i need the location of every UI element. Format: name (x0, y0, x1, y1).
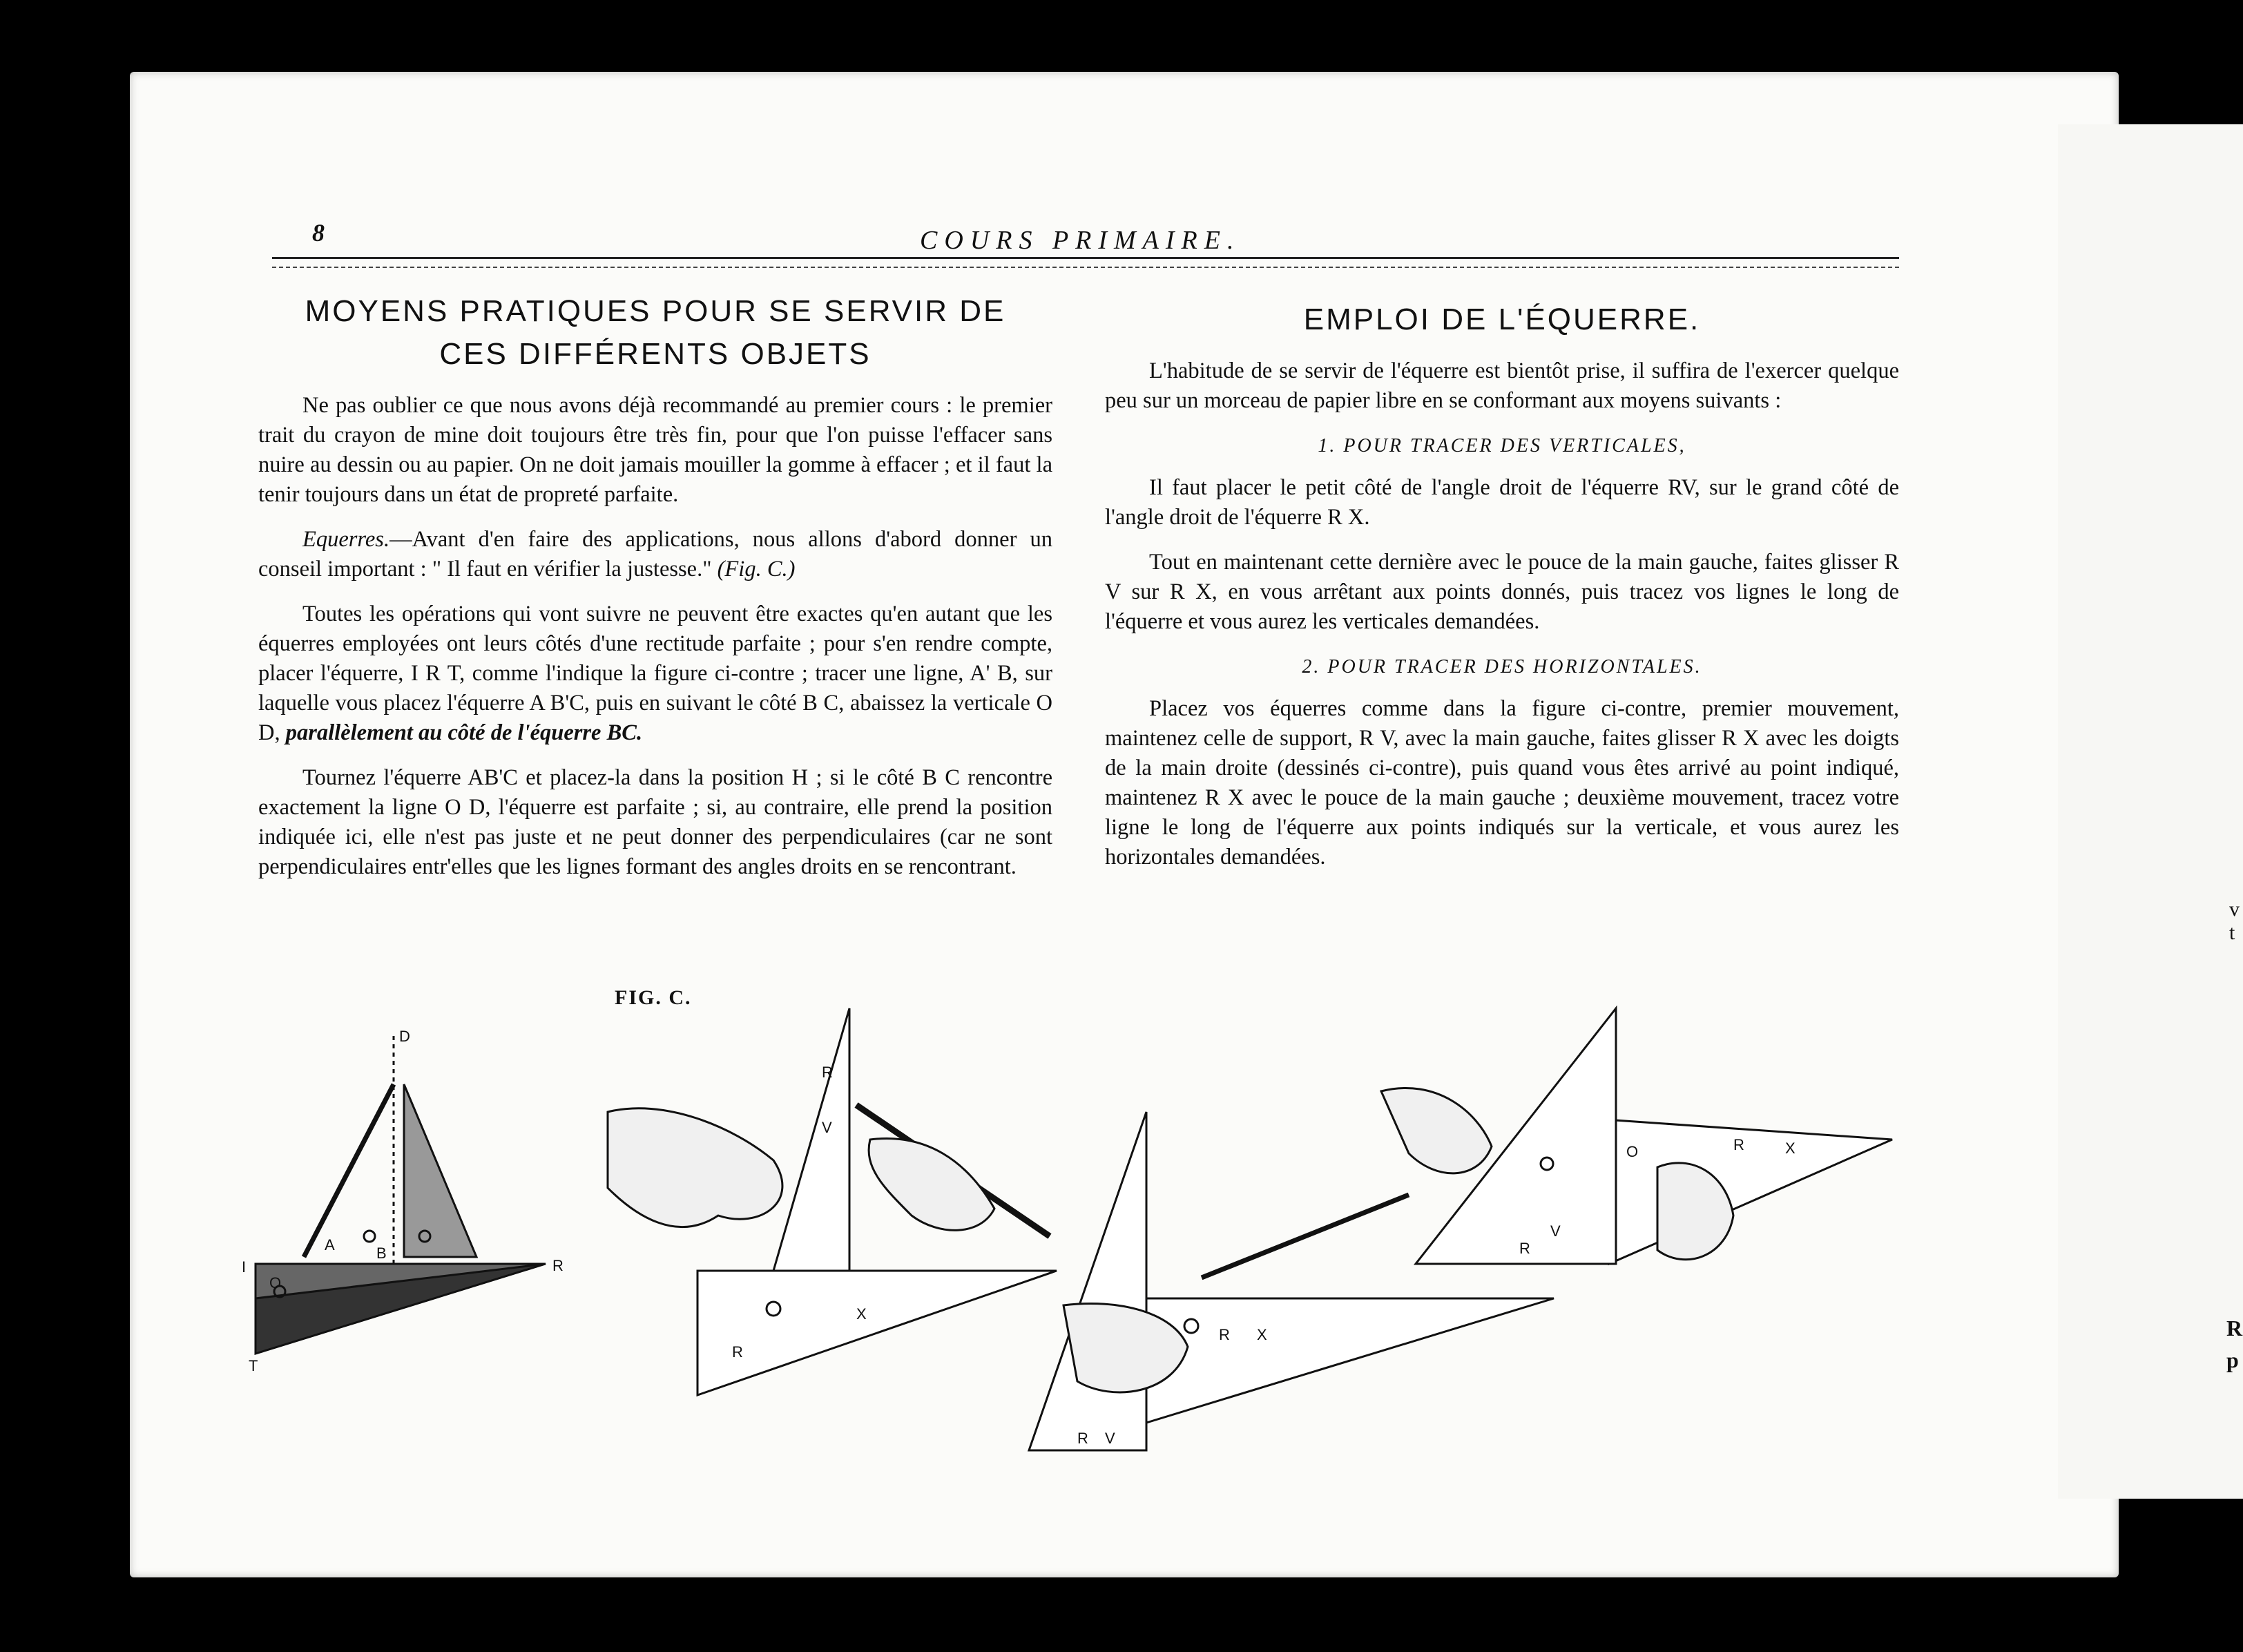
square-rx-2 (1146, 1298, 1554, 1423)
paragraph-tournez: Tournez l'équerre AB'C et placez-la dans la position H ; si le côté B C rencontre exactement la ligne O D, l'équerre est parfaite ; si, au contraire, elle prend la position indiquée ici, elle n'est pas juste et ne peut donner des perpendiculaires (car ne sont perpendiculaires entr'elles que les lignes formant des angles droits en se rencontrant. (258, 765, 1052, 879)
equerres-text: —Avant d'en faire des applications, nous allons d'abord donner un conseil important : " Il faut en vérifier la justesse." (258, 527, 1052, 582)
label-x-3: X (1257, 1326, 1267, 1343)
figure-illustrations (242, 1008, 1920, 1547)
subheading-verticales: 1. POUR TRACER DES VERTICALES, (1318, 435, 1686, 457)
running-head: COURS PRIMAIRE. (920, 226, 1241, 255)
label-r-2: R (732, 1343, 743, 1361)
label-r-5: R (1733, 1136, 1744, 1153)
label-x-5: X (1785, 1140, 1796, 1157)
paragraph-placer: Il faut placer le petit côté de l'angle droit de l'équerre RV, sur le grand côté de l'angle droit de l'équerre R X. (1105, 475, 1899, 530)
label-r-4: R (1077, 1430, 1088, 1447)
label-d: D (399, 1028, 410, 1045)
square-rv-2 (1029, 1112, 1146, 1450)
paragraph-crayon: Ne pas oublier ce que nous avons déjà recommandé au premier cours : le premier trait du crayon de mine doit toujours être très fin, pour que l'on puisse l'effacer sans nuire au dessin ou au papier. On ne doit jamais mouiller la gomme à effacer ; et il faut la tenir toujours dans un état de propreté parfaite. (258, 393, 1052, 507)
next-page-edge (2058, 124, 2243, 1499)
equerres-lead: Equerres. (302, 527, 390, 552)
label-b: B (376, 1245, 387, 1262)
label-o-5: O (1626, 1143, 1639, 1160)
page-number: 8 (312, 219, 325, 247)
label-o: O (269, 1274, 282, 1291)
left-hand-1 (608, 1108, 782, 1227)
label-r: R (552, 1257, 564, 1274)
header-rule-dashed (272, 267, 1899, 268)
page-header (312, 214, 1898, 262)
label-a: A (325, 1236, 335, 1254)
right-column (1105, 298, 1899, 887)
operations-text: Toutes les opérations qui vont suivre ne peuvent être exactes qu'en autant que les équerres employées ont leurs côtés d'une rectitude parfaite ; pour s'en rendre compte, placer l'équerre, I R T, comme l'indique la figure ci-contre ; tracer une ligne, A' B, sur laquelle vous placez l'équerre A B'C, puis en suivant le côté B C, abaissez la verticale O D, (258, 602, 1052, 745)
label-v-4: V (1105, 1430, 1115, 1447)
subheading-horizontales: 2. POUR TRACER DES HORIZONTALES. (1302, 656, 1702, 678)
square-rx-1 (697, 1271, 1057, 1395)
square-rv-1 (773, 1008, 849, 1271)
pencil-2 (1202, 1195, 1409, 1278)
label-r-6: R (1519, 1240, 1530, 1257)
operations-italic: parallèlement au côté de l'équerre BC. (285, 720, 643, 745)
right-title: EMPLOI DE L'ÉQUERRE. (1303, 302, 1701, 336)
left-title-line2: CES DIFFÉRENTS OBJETS (439, 337, 872, 371)
fig-equerres-combinees (1381, 1008, 1892, 1264)
paragraph-equerres (258, 525, 1052, 584)
fig-reference: (Fig. C.) (717, 557, 796, 582)
paragraph-habitude: L'habitude de se servir de l'équerre est bientôt prise, il suffira de l'exercer quelque peu sur un morceau de papier libre en se conformant aux moyens suivants : (1105, 358, 1899, 413)
header-rule (272, 257, 1899, 259)
next-page-fragment-1: v t (2229, 898, 2240, 944)
label-v-1: V (822, 1119, 832, 1136)
hand-3 (1381, 1088, 1492, 1173)
hole-a (364, 1231, 375, 1242)
label-v-6: V (1550, 1222, 1561, 1240)
fig-c-diagram (256, 1036, 546, 1354)
square-side-bc (304, 1084, 394, 1257)
left-title-line1: MOYENS PRATIQUES POUR SE SERVIR DE (305, 294, 1006, 328)
label-i: I (242, 1258, 247, 1276)
right-hand-1 (869, 1138, 994, 1230)
label-t: T (249, 1357, 258, 1374)
square-h (404, 1084, 476, 1257)
label-r-1: R (822, 1064, 833, 1081)
left-column (258, 290, 1052, 897)
paragraph-maintenant: Tout en maintenant cette dernière avec le pouce de la main gauche, faites glisser R V sur R X, en vous arrêtant aux points donnés, puis tracez vos lignes le long de l'équerre et vous aurez les verticales demandées. (1105, 550, 1899, 634)
paragraph-operations (258, 599, 1052, 748)
label-r-3: R (1219, 1326, 1230, 1343)
left-title (258, 290, 1052, 376)
figure-caption: FIG. C. (615, 986, 692, 1009)
label-x-1: X (856, 1305, 867, 1323)
next-page-fragment-2: R p (2226, 1316, 2243, 1372)
paragraph-placez: Placez vos équerres comme dans la figure ci-contre, premier mouvement, maintenez celle de support, R V, avec la main gauche, faites glisser R X avec les doigts de la main droite (dessinés ci-contre), puis quand vous êtes arrivé au point indiqué, maintenez R X avec le pouce de la main gauche ; deuxième mouvement, tracez votre ligne le long de l'équerre aux points indiqués sur la verticale, et vous aurez les horizontales demandées. (1105, 696, 1899, 870)
